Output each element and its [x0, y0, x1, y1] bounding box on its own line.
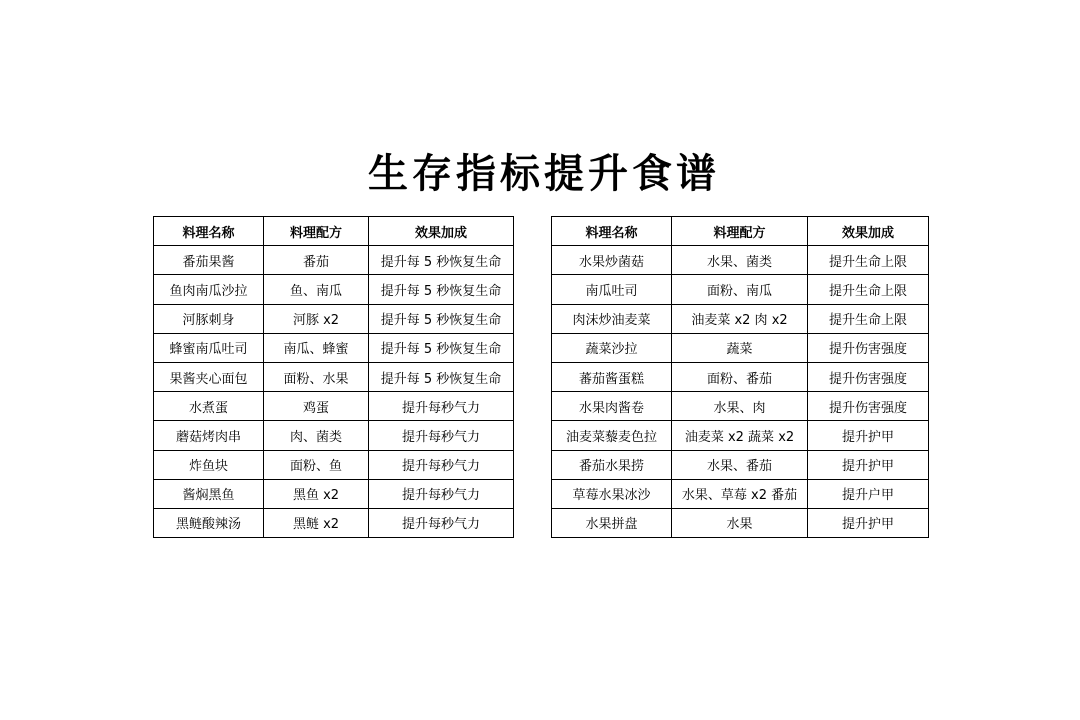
- cell-recipe: 番茄: [264, 246, 369, 275]
- cell-recipe: 油麦菜 x2 蔬菜 x2: [672, 421, 808, 450]
- cell-dish-name: 鱼肉南瓜沙拉: [154, 275, 264, 304]
- table-row: [154, 479, 514, 508]
- cell-recipe: 黑鲢 x2: [264, 508, 369, 537]
- cell-recipe: 蔬菜: [672, 333, 808, 362]
- cell-dish-name: 蔬菜沙拉: [552, 333, 672, 362]
- cell-dish-name: 蜂蜜南瓜吐司: [154, 333, 264, 362]
- cell-recipe: 南瓜、蜂蜜: [264, 333, 369, 362]
- table-row: [552, 246, 929, 275]
- cell-recipe: 水果、肉: [672, 392, 808, 421]
- cell-dish-name: 蕃茄酱蛋糕: [552, 362, 672, 391]
- table-row: [154, 392, 514, 421]
- header-dish-name: 料理名称: [154, 217, 264, 246]
- cell-effect: 提升伤害强度: [808, 333, 929, 362]
- table-row: [154, 333, 514, 362]
- table-row: [552, 479, 929, 508]
- cell-effect: 提升生命上限: [808, 275, 929, 304]
- header-recipe: 料理配方: [672, 217, 808, 246]
- cell-effect: 提升护甲: [808, 450, 929, 479]
- table-row: [154, 450, 514, 479]
- cell-dish-name: 酱焖黑鱼: [154, 479, 264, 508]
- cell-recipe: 油麦菜 x2 肉 x2: [672, 304, 808, 333]
- cell-dish-name: 番茄水果捞: [552, 450, 672, 479]
- cell-dish-name: 果酱夹心面包: [154, 362, 264, 391]
- cell-dish-name: 番茄果酱: [154, 246, 264, 275]
- cell-dish-name: 油麦菜藜麦色拉: [552, 421, 672, 450]
- cell-recipe: 面粉、鱼: [264, 450, 369, 479]
- cell-effect: 提升伤害强度: [808, 392, 929, 421]
- table-row: [154, 421, 514, 450]
- cell-effect: 提升每秒气力: [369, 508, 514, 537]
- cell-effect: 提升生命上限: [808, 304, 929, 333]
- cell-recipe: 水果、番茄: [672, 450, 808, 479]
- cell-effect: 提升每秒气力: [369, 421, 514, 450]
- cell-recipe: 鱼、南瓜: [264, 275, 369, 304]
- cell-effect: 提升每 5 秒恢复生命: [369, 275, 514, 304]
- cell-effect: 提升每 5 秒恢复生命: [369, 246, 514, 275]
- cell-dish-name: 南瓜吐司: [552, 275, 672, 304]
- cell-recipe: 河豚 x2: [264, 304, 369, 333]
- table-row: [552, 333, 929, 362]
- cell-recipe: 黑鱼 x2: [264, 479, 369, 508]
- recipe-table-left: [153, 216, 514, 538]
- table-row: [552, 392, 929, 421]
- recipe-table-right: [551, 216, 929, 538]
- cell-recipe: 鸡蛋: [264, 392, 369, 421]
- table-row: [552, 421, 929, 450]
- header-effect: 效果加成: [369, 217, 514, 246]
- table-header-row: [154, 217, 514, 246]
- cell-recipe: 水果: [672, 508, 808, 537]
- cell-dish-name: 水果拼盘: [552, 508, 672, 537]
- cell-dish-name: 炸鱼块: [154, 450, 264, 479]
- cell-dish-name: 蘑菇烤肉串: [154, 421, 264, 450]
- header-recipe: 料理配方: [264, 217, 369, 246]
- cell-recipe: 水果、草莓 x2 番茄: [672, 479, 808, 508]
- cell-recipe: 面粉、水果: [264, 362, 369, 391]
- cell-effect: 提升每 5 秒恢复生命: [369, 362, 514, 391]
- cell-effect: 提升每 5 秒恢复生命: [369, 333, 514, 362]
- table-row: [154, 508, 514, 537]
- cell-effect: 提升护甲: [808, 421, 929, 450]
- table-row: [154, 304, 514, 333]
- cell-effect: 提升护甲: [808, 508, 929, 537]
- table-row: [154, 362, 514, 391]
- cell-dish-name: 河豚刺身: [154, 304, 264, 333]
- page-title: 生存指标提升食谱: [368, 150, 720, 197]
- cell-recipe: 肉、菌类: [264, 421, 369, 450]
- table-row: [552, 450, 929, 479]
- cell-dish-name: 黑鲢酸辣汤: [154, 508, 264, 537]
- table-header-row: [552, 217, 929, 246]
- cell-dish-name: 肉沫炒油麦菜: [552, 304, 672, 333]
- header-effect: 效果加成: [808, 217, 929, 246]
- cell-recipe: 面粉、南瓜: [672, 275, 808, 304]
- table-row: [552, 362, 929, 391]
- cell-effect: 提升每秒气力: [369, 450, 514, 479]
- cell-dish-name: 水煮蛋: [154, 392, 264, 421]
- cell-effect: 提升生命上限: [808, 246, 929, 275]
- header-dish-name: 料理名称: [552, 217, 672, 246]
- cell-effect: 提升每 5 秒恢复生命: [369, 304, 514, 333]
- cell-effect: 提升每秒气力: [369, 392, 514, 421]
- table-row: [552, 508, 929, 537]
- table-row: [154, 275, 514, 304]
- table-row: [552, 304, 929, 333]
- table-row: [552, 275, 929, 304]
- cell-dish-name: 水果炒菌菇: [552, 246, 672, 275]
- table-row: [154, 246, 514, 275]
- cell-effect: 提升户甲: [808, 479, 929, 508]
- cell-effect: 提升每秒气力: [369, 479, 514, 508]
- cell-recipe: 水果、菌类: [672, 246, 808, 275]
- cell-recipe: 面粉、番茄: [672, 362, 808, 391]
- cell-dish-name: 草莓水果冰沙: [552, 479, 672, 508]
- cell-dish-name: 水果肉酱卷: [552, 392, 672, 421]
- cell-effect: 提升伤害强度: [808, 362, 929, 391]
